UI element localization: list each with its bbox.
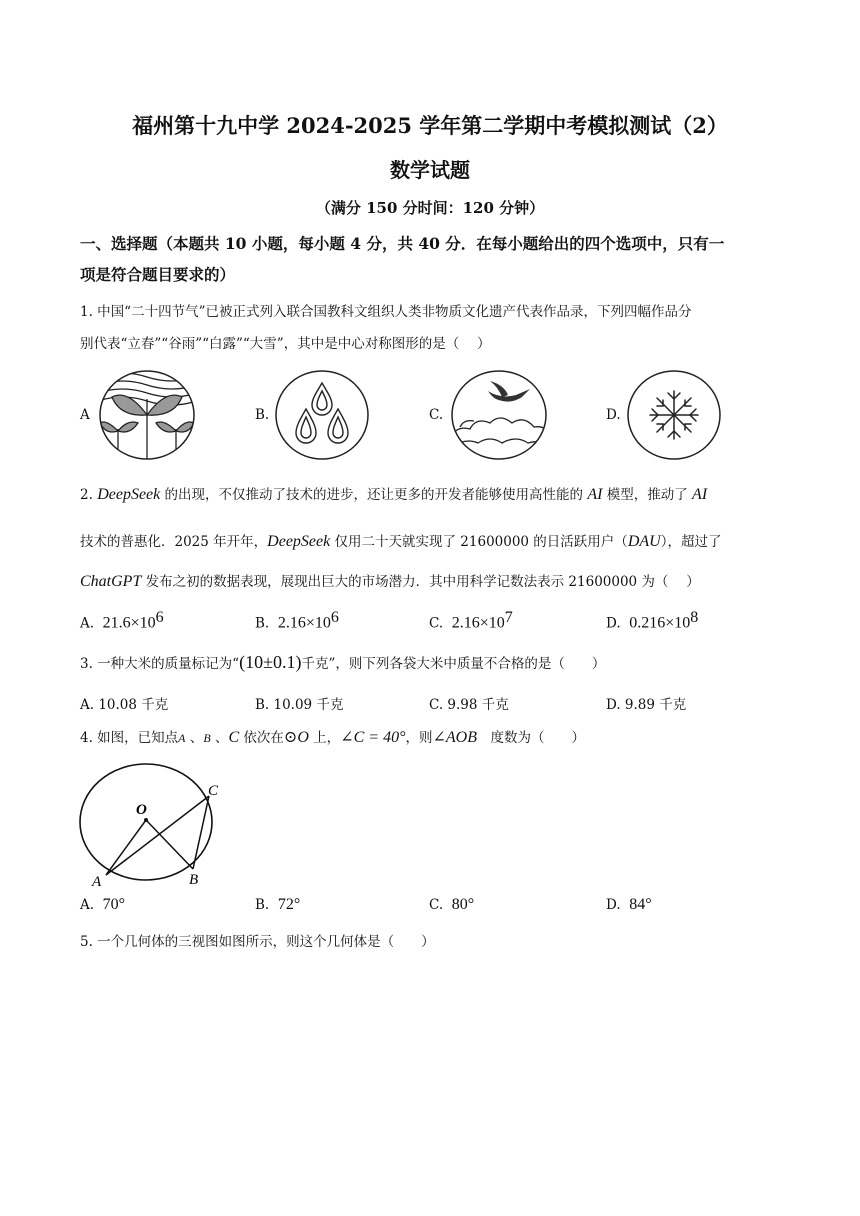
q2-text5: ），超过了 [660,534,722,550]
q3-mark: (10±0.1) [239,652,302,672]
q2-text1: 的出现，不仅推动了技术的进步，还让更多的开发者能够使用高性能的 [160,487,588,503]
q4-option-c: C. 80° [429,896,475,913]
q4-angle-aob: ∠AOB [432,729,477,746]
q2-option-c: C. $2.16\times 10^7$ [429,609,513,632]
q3-line [80,652,605,673]
q2-option-a: A. $21.6\times 10^6$ [80,609,164,632]
q4-option-a: A. 70° [80,896,126,913]
q4-option-d: D. 84° [606,896,652,913]
exam-subtitle: 数学试题 [390,158,470,182]
q2-ai: AI [587,486,603,503]
snowflake-icon [626,369,722,461]
section-heading-line1: 一、选择题（本题共 10 小题，每小题 4 分，共 40 分．在每小题给出的四个选项中，只有一 [80,234,725,253]
q1-option-d-label: D. [606,407,621,423]
q2-option-d: D. $0.216\times 10^8$ [606,609,699,632]
q2-text6: 发布之初的数据表现，展现出巨大的市场潜力．其中用科学记数法表示 21600000 为（ ） [141,574,700,590]
exam-title: 福州第十九中学 2024-2025 学年第二学期中考模拟测试（2） [132,113,728,138]
bird-clouds-icon [450,369,548,461]
q4-circle-o: ⊙O [283,729,309,746]
q4-angle-c: ∠C = 40° [340,729,406,746]
q2-chatgpt: ChatGPT [80,573,142,590]
q1-option-c-label: C. [429,407,444,423]
q4-line: 4. 如图，已知点A 、B 、C 依次在⊙O 上，∠C = 40°，则∠AOB 度数为（ ） [80,729,585,746]
figure-label-a: A [92,874,102,890]
q2-option-b: B. $2.16\times 10^6$ [255,609,339,632]
q3-post: 千克”，则下列各袋大米中质量不合格的是（ ） [301,656,606,672]
q2-line2 [80,530,721,551]
figure-label-b: B [189,872,199,888]
section-heading-line2: 项是符合题目要求的） [80,265,236,284]
q1-option-a-label: A [80,407,90,423]
spring-sprout-icon [98,369,196,461]
q2-deepseek-2: DeepSeek [267,533,331,550]
q4-option-b: B. 72° [255,896,301,913]
q1-line2: 别代表“立春”“谷雨”“白露”“大雪”，其中是中心对称图形的是（ ） [80,336,491,352]
q2-text3: 技术的普惠化．2025 年开年， [80,534,268,550]
q2-number: 2. [80,487,93,503]
q3-option-b: B. 10.09 千克 [255,697,344,713]
figure-label-c: C [208,783,219,799]
exam-info: （满分 150 分时间：120 分钟） [315,199,545,217]
q2-deepseek: DeepSeek [97,486,161,503]
q4-point-c: C [228,729,240,746]
q2-line1 [80,483,707,504]
q2-line3 [80,570,700,591]
circle-figure [76,762,236,892]
q4-point-b: B [203,731,211,745]
q2-text4: 仅用二十天就实现了 21600000 的日活跃用户（ [330,534,628,550]
q3-option-a: A. 10.08 千克 [80,697,169,713]
q1-line1: 1. 中国“二十四节气”已被正式列入联合国教科文组织人类非物质文化遗产代表作品录，下列四幅作品分 [80,304,692,320]
q2-dau: DAU [627,533,661,550]
q3-option-c: C. 9.98 千克 [429,697,509,713]
q2-text2: 模型，推动了 [602,487,693,503]
q1-option-b-label: B. [255,407,270,423]
q3-pre: 3. 一种大米的质量标记为“ [80,656,240,672]
q4-point-a: A [178,731,186,745]
q5-line: 5. 一个几何体的三视图如图所示，则这个几何体是（ ） [80,934,435,950]
q3-option-d: D. 9.89 千克 [606,697,687,713]
rain-drops-icon [274,369,370,461]
q2-ai-2: AI [692,486,708,503]
figure-label-o: O [136,802,147,818]
